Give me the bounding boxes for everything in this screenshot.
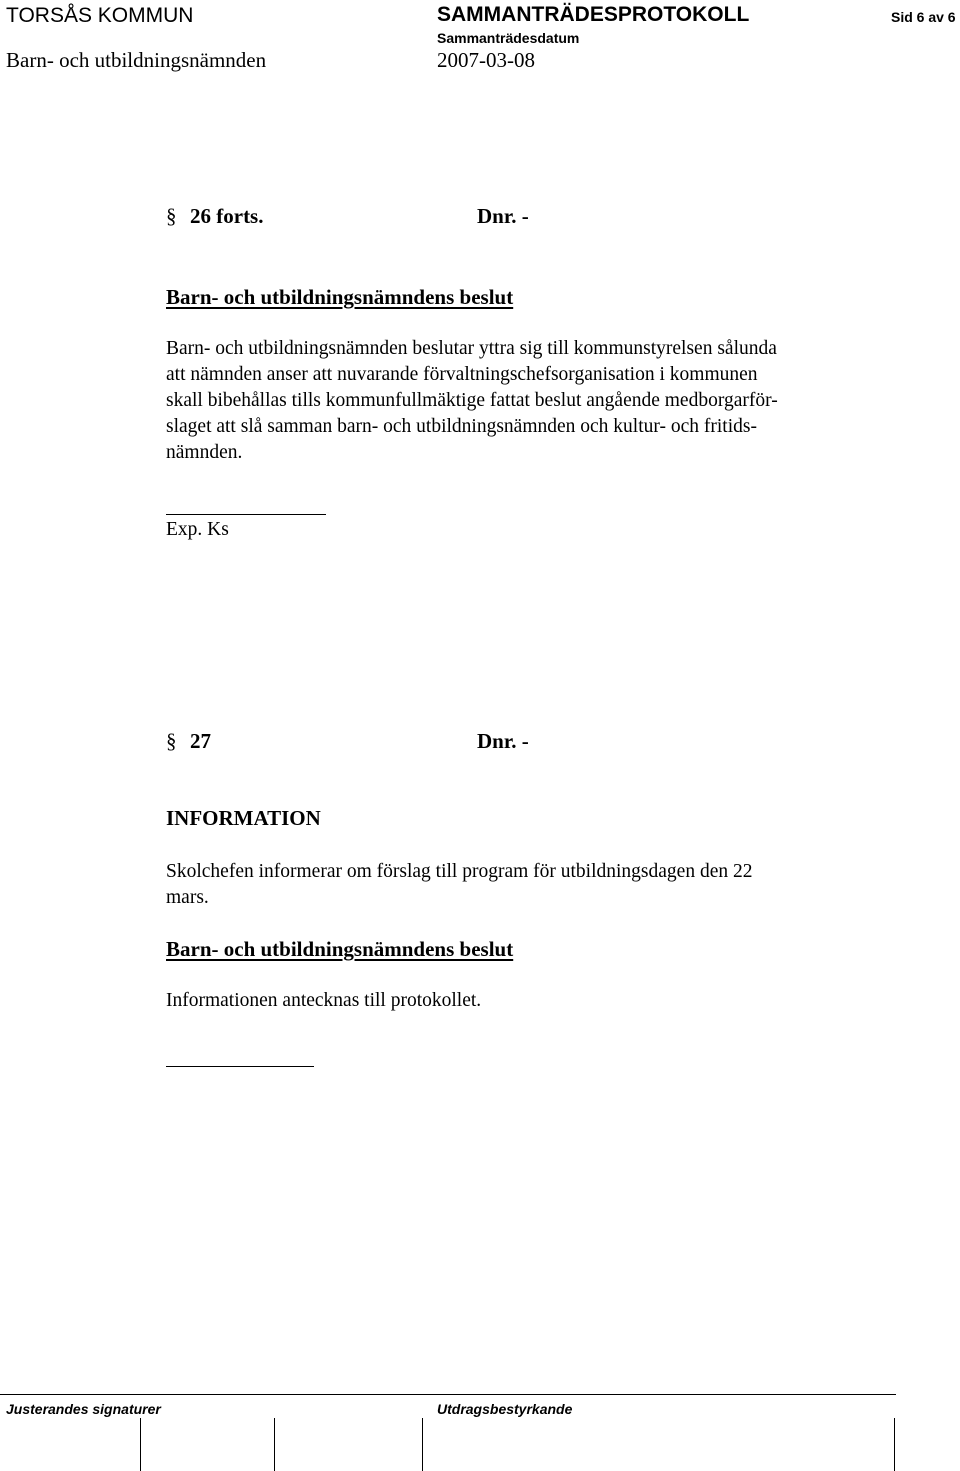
section-27-decision-text: Informationen antecknas till protokollet. (166, 990, 482, 1011)
signature-box-divider (422, 1418, 423, 1471)
expedition-note: Exp. Ks (166, 519, 229, 540)
text-line: Skolchefen informerar om förslag till program för utbildningsdagen den 22 (166, 861, 753, 882)
footer-rule (0, 1394, 896, 1395)
board-name: Barn- och utbildningsnämnden (6, 48, 267, 72)
section-heading-27 (166, 729, 211, 754)
text-line: nämnden. (166, 442, 243, 463)
section-27-heading: INFORMATION (166, 806, 321, 830)
paragraph-symbol-icon: § (166, 729, 177, 753)
section-26-decision-text (166, 336, 896, 466)
section-26-decision-heading: Barn- och utbildningsnämndens beslut (166, 285, 514, 309)
text-line: Barn- och utbildningsnämnden beslutar yttra sig till kommunstyrelsen sålunda (166, 338, 777, 359)
section-number: 26 forts. (190, 204, 264, 228)
text-line: slaget att slå samman barn- och utbildningsnämnden och kultur- och fritids- (166, 416, 757, 437)
divider (166, 1066, 314, 1067)
paragraph-symbol-icon: § (166, 204, 177, 228)
section-27-dnr: Dnr. - (477, 729, 529, 753)
divider (166, 514, 326, 515)
signatures-label: Justerandes signaturer (6, 1401, 161, 1417)
section-27-info-text (166, 859, 896, 911)
organization-name: TORSÅS KOMMUN (6, 4, 194, 27)
section-27-decision-heading: Barn- och utbildningsnämndens beslut (166, 937, 514, 961)
signature-box-divider (894, 1418, 895, 1471)
page-number: Sid 6 av 6 (891, 9, 956, 25)
text-line: mars. (166, 887, 209, 908)
signature-box-divider (140, 1418, 141, 1471)
text-line: skall bibehållas tills kommunfullmäktige fattat beslut angående medborgarför- (166, 390, 778, 411)
meeting-date: 2007-03-08 (437, 48, 535, 72)
text-line: att nämnden anser att nuvarande förvaltningschefsorganisation i kommunen (166, 364, 758, 385)
document-title: SAMMANTRÄDESPROTOKOLL (437, 3, 750, 26)
section-heading-26 (166, 204, 263, 229)
meeting-date-label: Sammanträdesdatum (437, 30, 580, 46)
certification-label: Utdragsbestyrkande (437, 1401, 573, 1417)
section-number: 27 (190, 729, 211, 753)
signature-box-divider (274, 1418, 275, 1471)
section-26-dnr: Dnr. - (477, 204, 529, 228)
